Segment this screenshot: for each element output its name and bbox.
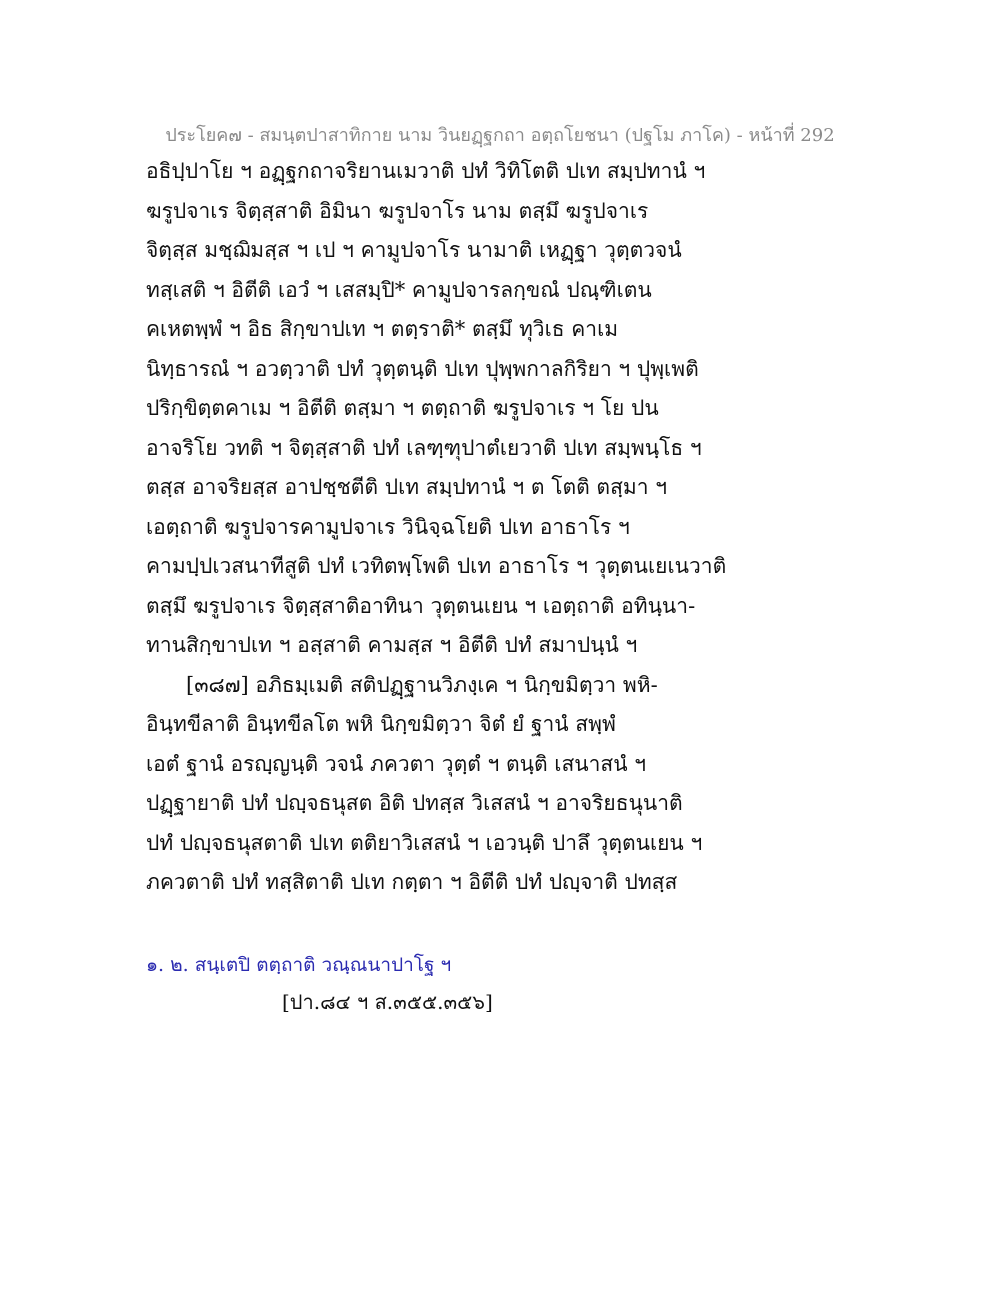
text-line: เอตฺถาติ ฆรูปจารคามูปจาเร วินิจฺฉโยติ ปเท อาธาโร ฯ (146, 514, 630, 539)
text-line: ทสฺเสติ ฯ อิตีติ เอวํ ฯ เสสมฺปิ* คามูปจารลกฺขณํ ปณฺฑิเตน (146, 277, 652, 302)
text-line: อินฺทขีลาติ อินฺทขีลโต พหิ นิกฺขมิตฺวา จิตํ ยํ ฐานํ สพฺพํ (146, 712, 616, 736)
text-line: อธิปฺปาโย ฯ อฏฺฐกถาจริยานเมวาติ ปทํ วิทิโตติ ปเท สมฺปทานํ ฯ (146, 159, 706, 183)
text-line: อาจริโย วทติ ฯ จิตฺสฺสาติ ปทํ เลฑฺฑุปาตํเยวาติ ปเท สมฺพนฺโธ ฯ (146, 435, 702, 460)
text-line: จิตฺสฺส มชฺฌิมสฺส ฯ เป ฯ คามูปจาโร นามาติ เหฏฺฐา วุตฺตวจนํ (146, 238, 682, 262)
text-line: ภควตาติ ปทํ ทสฺสิตาติ ปเท กตฺตา ฯ อิตีติ ปทํ ปญฺจาติ ปทสฺส (146, 870, 678, 894)
text-line: ทานสิกฺขาปเท ฯ อสฺสาติ คามสฺส ฯ อิตีติ ปทํ สมาปนฺนํ ฯ (146, 633, 638, 657)
text-line: คามปฺปเวสนาทีสูติ ปทํ เวทิตพฺโพติ ปเท อาธาโร ฯ วุตฺตนเยเนวาติ (146, 554, 727, 578)
text-line: ตสฺมึ ฆรูปจาเร จิตฺสฺสาติอาทินา วุตฺตนเยน ฯ เอตฺถาติ อทินฺนา- (146, 593, 696, 618)
text-line: ฆรูปจาเร จิตฺสฺสาติ อิมินา ฆรูปจาโร นาม ตสฺมึ ฆรูปจาเร (146, 198, 649, 223)
text-line: เอตํ ฐานํ อรญฺญนฺติ วจนํ ภควตา วุตฺตํ ฯ ตนฺติ เสนาสนํ ฯ (146, 751, 647, 776)
text-line: คเหตพฺพํ ฯ อิธ สิกฺขาปเท ฯ ตตฺราติ* ตสฺมึ ทุวิเธ คาเม (146, 317, 619, 341)
text-line: นิทฺธารณํ ฯ อวตฺวาติ ปทํ วุตฺตนฺติ ปเท ปุพฺพกาลกิริยา ฯ ปุพฺเพติ (146, 356, 699, 381)
text-line: ตสฺส อาจริยสฺส อาปชฺชตีติ ปเท สมฺปทานํ ฯ ต โตติ ตสฺมา ฯ (146, 475, 667, 499)
page-reference: [ปา.๘๔ ฯ ส.๓๕๕.๓๕๖] (282, 990, 493, 1014)
page-header: ประโยค๗ - สมนฺตปาสาทิกาย นาม วินยฏฺฐกถา อตฺถโยชนา (ปฐโม ภาโค) - หน้าที่ 292 (165, 125, 835, 146)
text-line: ปฏฺฐายาติ ปทํ ปญฺจธนุสต อิติ ปทสฺส วิเสสนํ ฯ อาจริยธนุนาติ (146, 791, 683, 815)
footnote: ๑. ๒. สนฺเตปิ ตตฺถาติ วณฺณนาปาโฐ ฯ (146, 954, 452, 976)
text-line: ปทํ ปญฺจธนุสตาติ ปเท ตติยาวิเสสนํ ฯ เอวนฺติ ปาลึ วุตฺตนเยน ฯ (146, 830, 703, 855)
text-line: ปริกฺขิตฺตคาเม ฯ อิตีติ ตสฺมา ฯ ตตฺถาติ ฆรูปจาเร ฯ โย ปน (146, 396, 659, 420)
body-text (146, 152, 866, 903)
paragraph-start-line: [๓๘๗] อภิธมฺเมติ สติปฏฺฐานวิภงฺเค ฯ นิกฺขมิตฺวา พหิ- (186, 672, 658, 697)
